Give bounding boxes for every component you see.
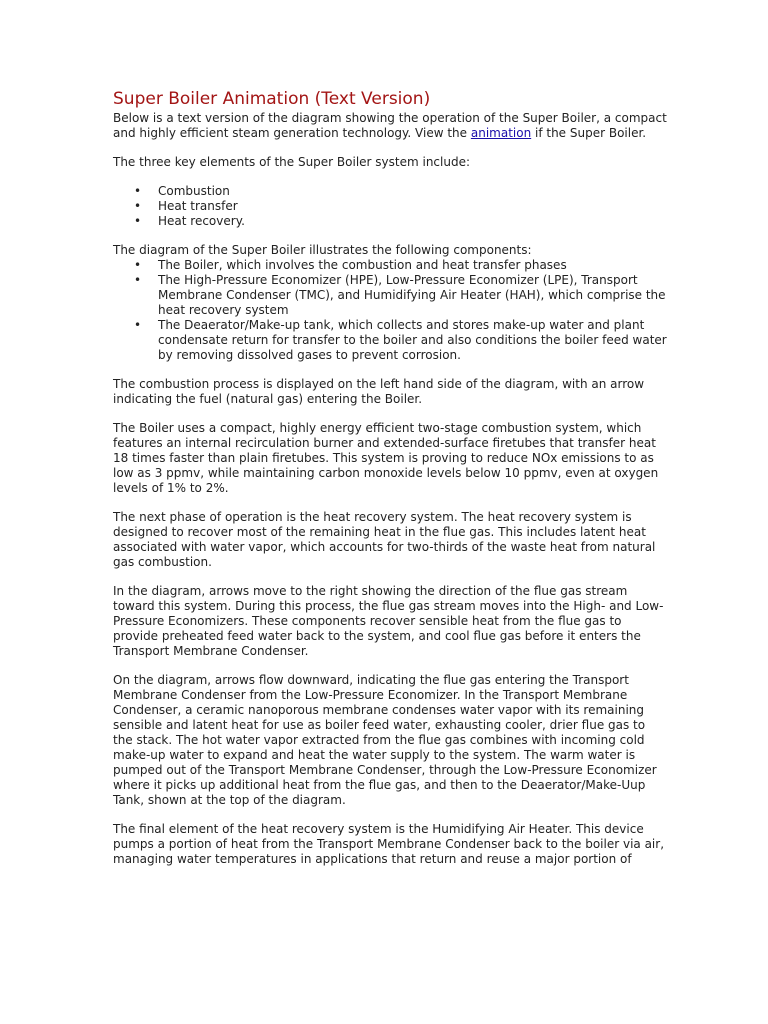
list-item: • Heat transfer [158, 199, 668, 214]
intro-text-after-link: if the Super Boiler. [531, 126, 647, 140]
flue-gas-paragraph: In the diagram, arrows move to the right showing the direction of the flue gas stream toward this system. During this process, the flue gas stream moves into the High- and Low-Pressure Economizers. These components recover sensible heat from the flue gas to provide preheated feed water back to the system, and cool flue gas before it enters the Transport Membrane Condenser. [113, 584, 664, 658]
boiler-paragraph: The Boiler uses a compact, highly energy efficient two-stage combustion system, which features an internal recirculation burner and extended-surface firetubes that transfer heat 18 times faster than plain firetubes. This system is proving to reduce NOx emissions to as low as 3 ppmv, while maintaining carbon monoxide levels below 10 ppmv, even at oxygen levels of 1% to 2%. [113, 421, 659, 495]
air-heater-paragraph: The final element of the heat recovery system is the Humidifying Air Heater. This device pumps a portion of heat from the Transport Membrane Condenser back to the boiler via air, managing water temperatures in applications that return and reuse a major portion of [113, 822, 665, 866]
list-item: • The High-Pressure Economizer (HPE), Low-Pressure Economizer (LPE), Transport Membrane Condenser (TMC), and Humidifying Air Heater (HAH), which comprise the heat recovery system [158, 273, 668, 318]
intro-text-before-link: Below is a text version of the diagram showing the operation of the Super Boiler, a compact and highly efficient steam generation technology. View the [113, 111, 667, 140]
page-title: Super Boiler Animation (Text Version) [113, 89, 431, 109]
membrane-condenser-paragraph: On the diagram, arrows flow downward, indicating the flue gas entering the Transport Membrane Condenser from the Low-Pressure Economizer. In the Transport Membrane Condenser, a ceramic nanoporous membrane condenses water vapor with its remaining sensible and latent heat for use as boiler feed water, exhausting cooler, drier flue gas to the stack. The hot water vapor extracted from the flue gas combines with incoming cold make-up water to expand and heat the water supply to the system. The warm water is pumped out of the Transport Membrane Condenser, through the Low-Pressure Economizer where it picks up additional heat from the flue gas, and then to the Deaerator/Make-Uup Tank, shown at the top of the diagram. [113, 673, 657, 807]
components-list [113, 258, 668, 363]
list-item: • Heat recovery. [158, 214, 668, 229]
components-heading: The diagram of the Super Boiler illustrates the following components: [113, 243, 532, 257]
list-item: • Combustion [158, 184, 668, 199]
key-elements-list [113, 184, 668, 229]
list-item: • The Boiler, which involves the combustion and heat transfer phases [158, 258, 668, 273]
animation-link[interactable]: animation [470, 126, 532, 140]
key-elements-heading: The three key elements of the Super Boiler system include: [113, 155, 471, 169]
intro-paragraph [113, 111, 668, 141]
list-item: • The Deaerator/Make-up tank, which collects and stores make-up water and plant condensate return for transfer to the boiler and also conditions the boiler feed water by removing dissolved gases to prevent corrosion. [158, 318, 668, 363]
heat-recovery-paragraph: The next phase of operation is the heat recovery system. The heat recovery system is designed to recover most of the remaining heat in the flue gas. This includes latent heat associated with water vapor, which accounts for two-thirds of the waste heat from natural gas combustion. [113, 510, 656, 569]
combustion-paragraph: The combustion process is displayed on the left hand side of the diagram, with an arrow indicating the fuel (natural gas) entering the Boiler. [113, 377, 645, 406]
